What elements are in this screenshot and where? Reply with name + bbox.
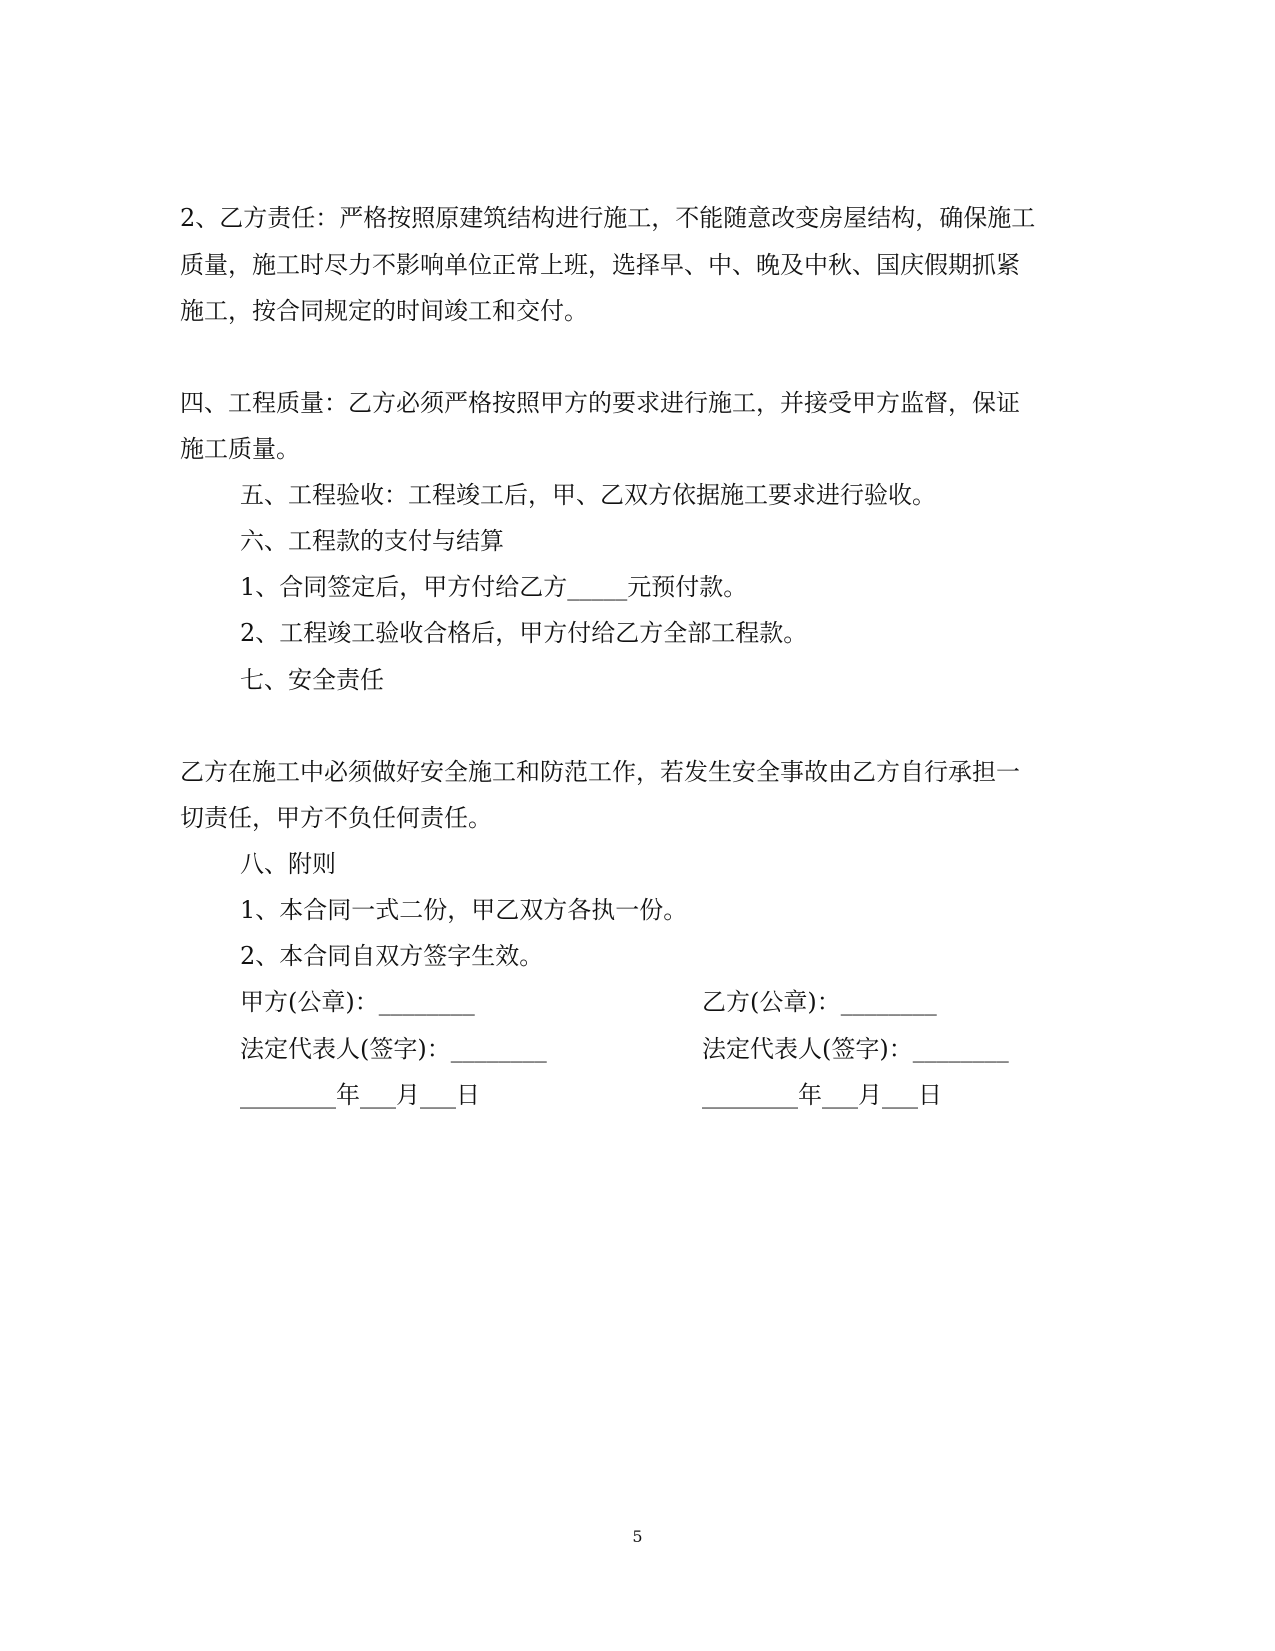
paragraph-b-responsibility-line-3: 施工，按合同规定的时间竣工和交付。: [180, 297, 588, 325]
paragraph-safety-line-1: 乙方在施工中必须做好安全施工和防范工作，若发生安全事故由乙方自行承担一: [180, 758, 1020, 786]
heading-safety: 七、安全责任: [240, 666, 384, 694]
paragraph-safety-line-2: 切责任，甲方不负任何责任。: [180, 804, 492, 832]
paragraph-b-responsibility-line-1: 2、乙方责任：严格按照原建筑结构进行施工，不能随意改变房屋结构，确保施工: [180, 204, 1036, 232]
signature-party-b-seal: 乙方(公章)：________: [702, 988, 937, 1016]
signature-party-a-representative: 法定代表人(签字)：________: [240, 1035, 547, 1063]
paragraph-appendix-2: 2、本合同自双方签字生效。: [240, 942, 544, 970]
signature-party-b-date: ________年___月___日: [702, 1081, 942, 1109]
heading-appendix: 八、附则: [240, 850, 336, 878]
paragraph-b-responsibility-line-2: 质量，施工时尽力不影响单位正常上班，选择早、中、晚及中秋、国庆假期抓紧: [180, 251, 1020, 279]
signature-party-a-seal: 甲方(公章)：________: [240, 988, 475, 1016]
paragraph-quality-line-2: 施工质量。: [180, 435, 300, 463]
signature-party-b-representative: 法定代表人(签字)：________: [702, 1035, 1009, 1063]
page-number: 5: [632, 1527, 643, 1546]
paragraph-quality-line-1: 四、工程质量：乙方必须严格按照甲方的要求进行施工，并接受甲方监督，保证: [180, 389, 1020, 417]
paragraph-payment-2: 2、工程竣工验收合格后，甲方付给乙方全部工程款。: [240, 619, 808, 647]
signature-party-a-date: ________年___月___日: [240, 1081, 480, 1109]
paragraph-acceptance: 五、工程验收：工程竣工后，甲、乙双方依据施工要求进行验收。: [240, 481, 936, 509]
paragraph-appendix-1: 1、本合同一式二份，甲乙双方各执一份。: [240, 896, 688, 924]
heading-payment: 六、工程款的支付与结算: [240, 527, 504, 555]
paragraph-payment-1: 1、合同签定后，甲方付给乙方_____元预付款。: [240, 573, 748, 601]
